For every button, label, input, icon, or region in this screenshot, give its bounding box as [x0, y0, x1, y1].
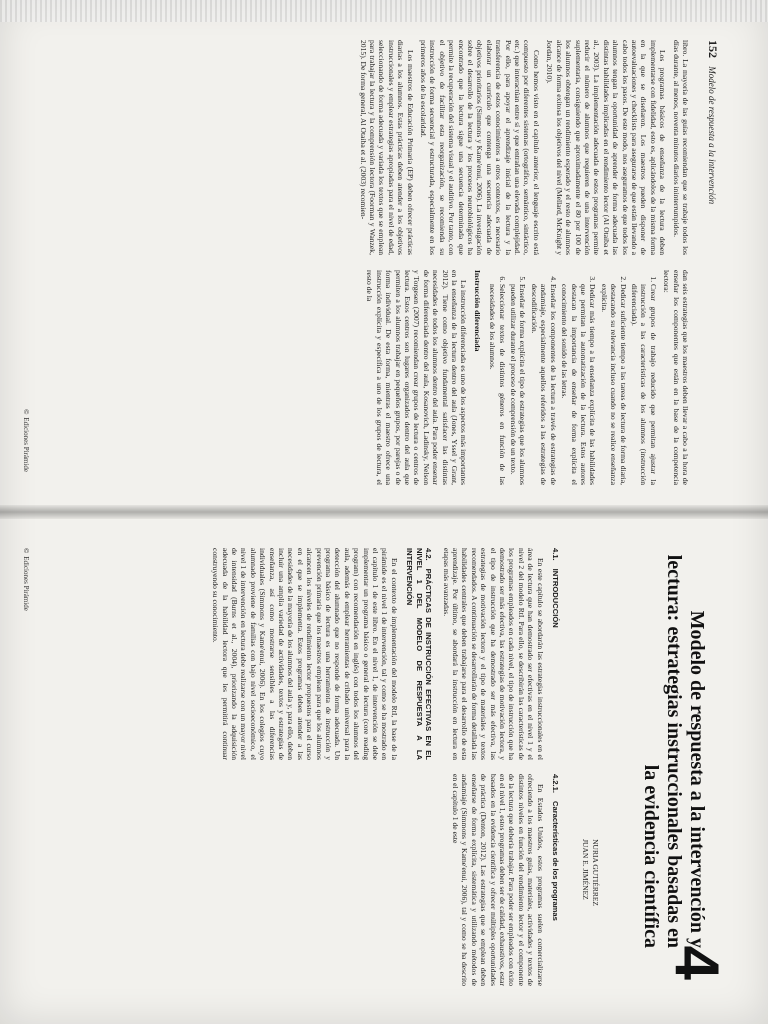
- author-name: JUAN E. JIMÉNEZ: [581, 839, 590, 900]
- list-item: 1. Crear grupos de trabajo reducido que permitan ajustar la instrucción a las características de los alumnos (instrucción diferenciada).: [630, 284, 658, 485]
- page-footer: [22, 409, 30, 472]
- copyright-icon: ©: [22, 409, 30, 415]
- section-heading: 4.2.PRÁCTICAS DE INSTRUCCIÓN EFECTIVAS EN EL NIVEL 1 DEL MODELO DE RESPUESTA A LA INTERVENCIÓN: [405, 548, 434, 760]
- paragraph: dan seis estrategias que los maestros deben llevar a cabo a la hora de enseñar los componentes que están en la base de la competencia lectora:: [662, 270, 690, 485]
- list-item: 4. Enseñar los componentes de la lectura a través de estrategias de andamiaje, especialmente aquellos referidos a las estrategias de descodificación.: [530, 284, 558, 485]
- subsection-title: Instrucción diferenciada: [472, 270, 482, 352]
- publisher-name: Ediciones Pirámide: [22, 556, 30, 611]
- paragraph: Los programas básicos de enseñanza de la lectura deben implementarse con fidelidad, esto es, aplicándolos de la misma forma en la que se diseñaron. Los maestros pueden disponer de autoevaluaciones y checklists para asegurarse de que están llevando a cabo todos los pasos. De este modo, nos aseguramos de que todos los alumnos tengan la oportunidad de aprender de forma adecuada las distintas habilidades implicadas en el rendimiento lector (Al Otaiba et al., 2003). La implementación adecuada de estos programas permite reducir el número de alumnos que requieren de una intervención suplementaria, consiguiendo que aproximadamente el 80 por 100 de los alumnos obtengan un rendimiento esperado y el resto de alumnos alcance de forma exitosa los objetivos del nivel (Mellard, McKnight y Jordan, 2010).: [545, 40, 668, 255]
- chapter-number: 4: [662, 945, 731, 980]
- paragraph: Como hemos visto en el capítulo anterior, el lenguaje escrito está compuesto por diferentes sistemas (ortográfico, semántico, sintáctico, etc.) que interactúan entre sí y que entrañan una elevada complejidad. Por ello, para apoyar el aprendizaje inicial de la lectura y la transferencia de estos conocimientos a otros contextos, es necesario elaborar un currículo que contenga una secuencia adecuada de objetivos prioritarios (Simmons y Kame'enui, 2006). La investigación sobre el desarrollo de la lectura y los procesos neurobiológicos ha encontrado que la lectura sigue una secuencia determinada que permite la recuperación del sistema visual y el auditivo. Por tanto, con el objetivo de facilitar esta reorganización, se recomienda su instrucción de forma secuencial y estructurada, especialmente en los primeros años de la escolaridad.: [419, 40, 541, 255]
- list-item: 6. Seleccionar textos de distintos géneros en función de las necesidades de los alumnos.: [488, 284, 507, 485]
- section-heading: 4.2.1.Características de los programas: [551, 774, 560, 921]
- running-header: [705, 40, 720, 204]
- section-heading: 4.1.INTRODUCCIÓN: [551, 548, 560, 628]
- page-footer: [22, 548, 30, 611]
- text-column-2: [361, 270, 690, 485]
- running-head-text: Modelo de respuesta a la intervención: [707, 66, 717, 205]
- page-number: 152: [706, 40, 720, 58]
- author-list: [580, 839, 600, 906]
- paragraph: En el contexto de implementación del modelo RtI, la base de la pirámide es el nivel 1 de intervención, tal y como se ha mostrado en el capítulo 1 de este libro. En el nivel 1, de intervención se debe implementar un programa básico o general de lectura (core reading program) con recomendación en inglés) con todos los alumnos del aula, además de emplear herramientas de cribado universal para la detección del alumnado que no responde de forma adecuada. Un programa básico de lectura es una herramienta de instrucción y prevención primaria que los maestros emplean para que los alumnos alcancen los niveles de rendimiento lector propuestos para el curso en el que se implementa. Estos programas deben atender a las necesidades de la mayoría de los alumnos del aula y, para ello, deben incluir una amplia variedad de actividades, textos y estrategias de enseñanza, así como mostrarse sensibles a las diferencias individuales (Simmons y Kame'enui, 2006). En los colegios cuyo alumnado proviene de familias con bajo nivel socioeconómico, el nivel 1 de intervención en lectura debe realizarse con un mayor nivel de intensidad (Burns et al., 2004), priorizando la adquisición adecuada de la habilidad lectora que les permitirá continuar construyendo su conocimiento.: [211, 548, 399, 760]
- copyright-icon: ©: [22, 548, 30, 554]
- list-item: 5. Enseñar de forma explícita el tipo de estrategias que los alumnos pueden utilizar durante el proceso de comprensión de un texto.: [509, 284, 528, 485]
- paragraph: libro. La mayoría de las guías recomiendan que se trabaje todos los días durante, al menos, noventa minutos diarios ininterrumpidos.: [671, 40, 690, 255]
- chapter-title: Modelo de respuesta a la intervención y lectura: estrategias instruccionales basadas en la evidencia científica: [640, 554, 708, 948]
- paragraph: En este capítulo se abordarán las estrategias instruccionales en el área de lectura que han demostrado ser efectivas en el nivel 1 y el nivel 2 del modelo RtI. Para ello, se describirán las características de los programas empleados en cada nivel, el tipo de instrucción que ha demostrado ser más efectiva, las estrategias de motivación lectora, y el tipo de instrucción que ha demostrado ser más efectiva, las estrategias de motivación lectora y el tipo de materiales y textos recomendados. A continuación se desarrollarán de forma detallada las habilidades centrales que deben trabajarse para el desarrollo de esta aprendizaje. Por último, se abordará la instrucción en lectura en etapas más avanzadas.: [441, 548, 545, 760]
- list-item: 2. Dedicar suficiente tiempo a las tareas de lectura de forma diaria, destacando su relevancia incluso cuando no se realice enseñanza explícita.: [599, 284, 627, 485]
- paragraph: En Estados Unidos, estos programas suelen comercializarse ofreciendo a los maestros guías, materiales, actividades y textos de distintos niveles en función del rendimiento lector y el componente de la lectura que debería trabajar. Para poder ser empleados con éxito en el nivel 1, estos programas deben ser de calidad, exhaustivos, estar basados en la evidencia científica y ofrecer múltiples oportunidades de práctica (Denton, 2012). Las estrategias que se emplean deben enseñarse de forma explícita, sistemática y utilizando métodos de andamiaje (Simmons y Kame'enui, 2006), tal y como se ha descrito en el capítulo 1 de este: [450, 774, 545, 986]
- chapter-opener-page: [0, 512, 768, 1024]
- publisher-name: Ediciones Pirámide: [22, 417, 30, 472]
- paragraph: Los maestros de Educación Primaria (EP) deben ofrecer prácticas diarias a los alumnos. Estas prácticas deben atender a los objetivos instruccionales y emplear estrategias apropiadas para el nivel de edad, seleccionando de forma adecuada y variada los textos que se emplean para trabajar la lectura y la comprensión lectora (Foorman y Wanzek, 2015). De forma general, Al Otaiba et al. (2003) recomien-: [358, 40, 415, 255]
- author-name: NURIA GUTIÉRREZ: [591, 839, 600, 906]
- strategy-list: [488, 270, 658, 485]
- paragraph: La instrucción diferenciada es uno de los aspectos más importantes en la enseñanza de la lectura dentro del aula (Jones, Yssel y Grant, 2012). Tiene como objetivo fundamental satisfacer las distintas necesidades de todos los alumnos dentro del aula. Para poder ensenar de forma diferenciada dentro del aula, Kosanovich, Ladinsky, Nelson y Torgesen (2007) recomiendan crear grupos de lectura o centros de lectura. Estos centros son lugares organizados dentro del aula que permiten a los alumnos trabajar en pequeños grupos, por parejas o de forma individual. De esta forma, mientras el maestro ofrece una instrucción explícita y específica a uno de los grupos de lectura, el resto de la: [365, 270, 469, 485]
- text-column-1: [354, 40, 690, 255]
- text-column-2: [447, 774, 568, 986]
- list-item: 3. Dedicar más tiempo a la enseñanza explícita de las habilidades que permitan la automatización de la lectura. Estos autores destacan la importancia de enseñar de forma explícita el conocimiento del sonido de las letras.: [560, 284, 598, 485]
- text-column-1: [207, 548, 568, 760]
